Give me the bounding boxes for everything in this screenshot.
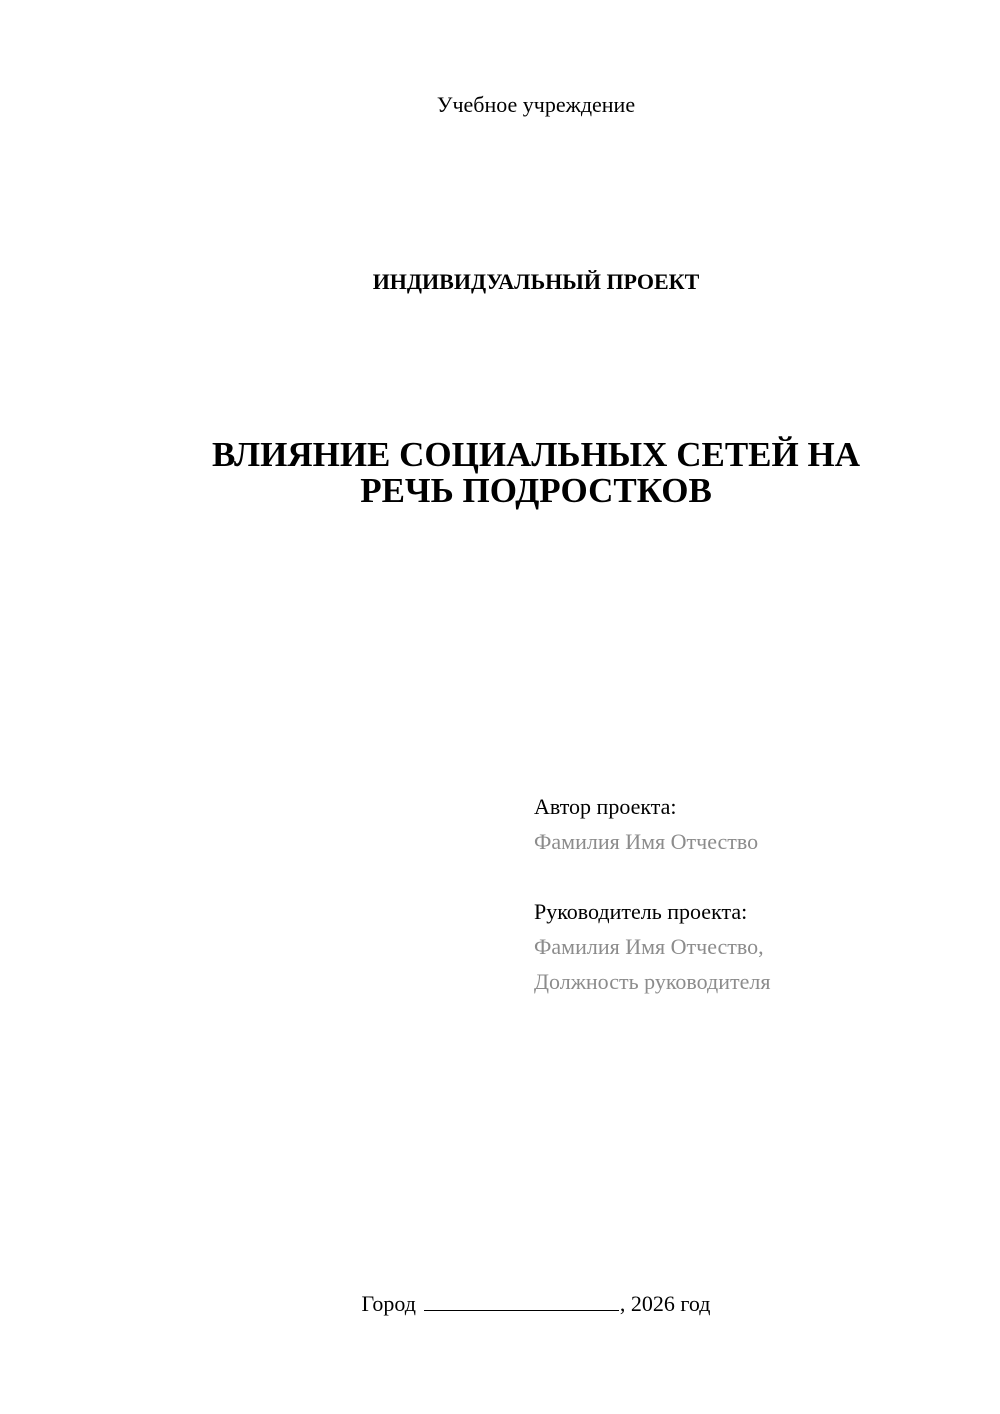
project-info-block: [534, 789, 974, 999]
supervisor-label: Руководитель проекта:: [534, 899, 748, 924]
city-label: Город: [361, 1291, 416, 1316]
project-title: [72, 437, 1000, 509]
city-year-line: [72, 1290, 1000, 1318]
info-spacer: [534, 859, 974, 894]
supervisor-position: Должность руководителя: [534, 969, 771, 994]
document-type: ИНДИВИДУАЛЬНЫЙ ПРОЕКТ: [372, 269, 700, 294]
city-blank-underline: [424, 1290, 619, 1311]
project-title-line-2: РЕЧЬ ПОДРОСТКОВ: [360, 471, 712, 510]
author-name: Фамилия Имя Отчество: [534, 829, 759, 854]
year-text: , 2026 год: [619, 1291, 711, 1316]
project-title-line-1: ВЛИЯНИЕ СОЦИАЛЬНЫХ СЕТЕЙ НА: [212, 435, 860, 474]
author-label: Автор проекта:: [534, 794, 677, 819]
institution-name: Учебное учреждение: [436, 92, 636, 117]
supervisor-name: Фамилия Имя Отчество,: [534, 934, 764, 959]
